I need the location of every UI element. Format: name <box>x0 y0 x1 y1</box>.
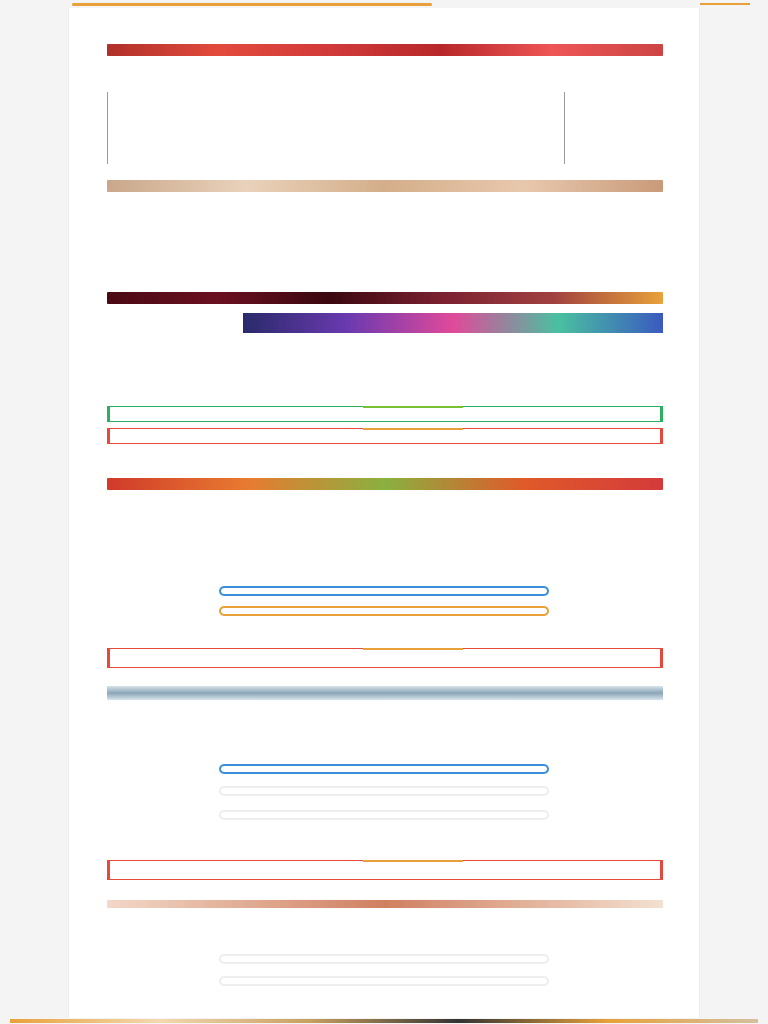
intro-paragraph <box>107 59 663 89</box>
bottom-accent-bar <box>10 1019 758 1023</box>
product-pill-1[interactable] <box>219 586 549 596</box>
product-pill-5[interactable] <box>219 810 549 820</box>
section-text-4 <box>107 494 663 582</box>
top-accent-bar <box>72 3 432 6</box>
section-text-8 <box>107 830 663 856</box>
section-image-2 <box>107 292 663 304</box>
section-text-1 <box>107 196 663 286</box>
product-pill-7[interactable] <box>219 976 549 986</box>
section-text-10 <box>107 910 663 950</box>
table-of-contents <box>107 92 565 164</box>
banner-image-1 <box>107 44 663 56</box>
article-page <box>68 8 700 1018</box>
section-text-6 <box>107 670 663 682</box>
section-text-5 <box>107 626 663 648</box>
warning-callout-red-2 <box>107 648 663 668</box>
section-image-5 <box>107 900 663 908</box>
section-image-1 <box>107 180 663 192</box>
section-text-2 <box>107 336 663 406</box>
top-right-accent <box>700 3 750 5</box>
product-pill-2[interactable] <box>219 606 549 616</box>
warning-callout-red-3 <box>107 860 663 880</box>
inline-image <box>243 313 663 333</box>
product-pill-3[interactable] <box>219 764 549 774</box>
section-text-3 <box>107 450 663 476</box>
section-image-3 <box>107 478 663 490</box>
section-text-9 <box>107 882 663 900</box>
warning-callout-red <box>107 428 663 444</box>
tip-callout-green <box>107 406 663 422</box>
product-pill-4[interactable] <box>219 786 549 796</box>
section-text-11 <box>107 990 663 1008</box>
section-image-4 <box>107 686 663 700</box>
product-pill-6[interactable] <box>219 954 549 964</box>
section-text-7 <box>107 702 663 764</box>
